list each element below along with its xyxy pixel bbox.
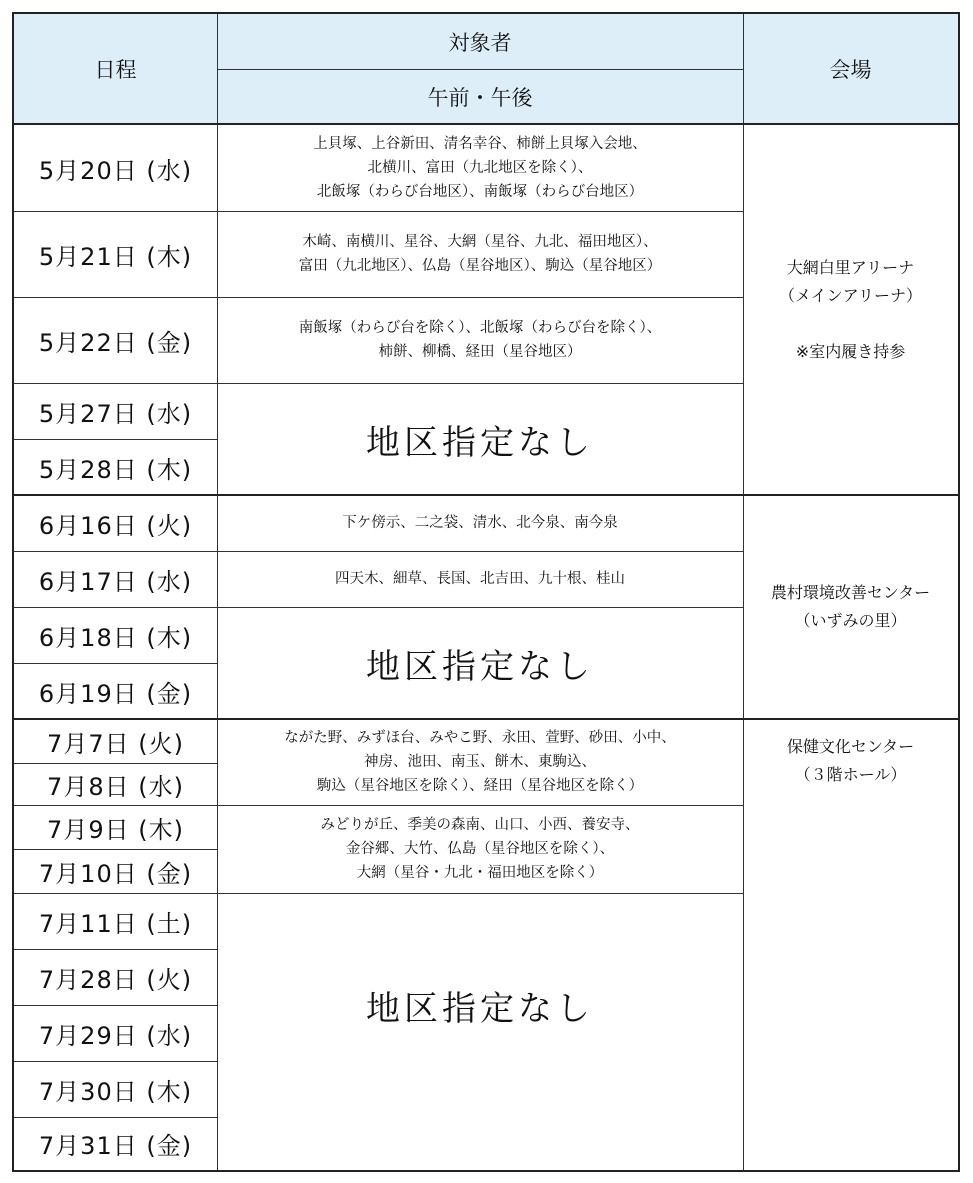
date-cell: 5月27日 (水)	[38, 399, 193, 428]
date-cell: 7月7日 (火)	[47, 729, 184, 758]
grid-line	[14, 849, 217, 850]
no-district-label: 地区指定なし	[366, 422, 594, 463]
date-cell: 6月17日 (水)	[38, 567, 193, 596]
grid-line	[14, 1061, 217, 1062]
grid-line	[14, 1005, 217, 1006]
date-cell: 7月31日 (金)	[38, 1132, 193, 1160]
grid-line	[14, 297, 217, 298]
header-schedule: 日程	[14, 14, 217, 124]
grid-line	[14, 663, 217, 664]
grid-line	[217, 69, 743, 70]
date-cell: 5月20日 (水)	[38, 156, 193, 185]
grid-line	[217, 211, 743, 212]
grid-line	[14, 805, 217, 806]
area-cell: 上貝塚、上谷新田、清名幸谷、柿餅上貝塚入会地、 北横川、富田（九北地区を除く）、 北飯塚（わらび台地区）、南飯塚（わらび台地区）	[313, 136, 647, 200]
grid-line	[217, 297, 743, 298]
header-target: 対象者	[217, 14, 743, 69]
grid-line	[14, 383, 217, 384]
date-cell: 5月21日 (木)	[38, 242, 193, 271]
grid-line	[14, 551, 217, 552]
grid-line	[14, 893, 217, 894]
grid-line	[14, 439, 217, 440]
date-cell: 7月30日 (木)	[38, 1077, 193, 1106]
area-cell: 四天木、細草、長国、北吉田、九十根、桂山	[335, 571, 625, 587]
no-district-label: 地区指定なし	[366, 646, 594, 687]
area-cell: 下ケ傍示、二之袋、清水、北今泉、南今泉	[342, 515, 618, 531]
date-cell: 7月28日 (火)	[38, 965, 193, 994]
date-cell: 7月9日 (木)	[47, 815, 184, 844]
grid-line	[217, 893, 743, 894]
grid-line	[217, 607, 743, 608]
grid-line	[14, 211, 217, 212]
date-cell: 6月16日 (火)	[38, 511, 193, 540]
date-cell: 6月19日 (金)	[38, 679, 193, 708]
area-cell: みどりが丘、季美の森南、山口、小西、養安寺、 金谷郷、大竹、仏島（星谷地区を除く）、 大網（星谷・九北・福田地区を除く）	[320, 817, 640, 881]
grid-line	[14, 949, 217, 950]
date-cell: 5月28日 (木)	[38, 455, 193, 484]
grid-line	[743, 14, 744, 1170]
grid-line	[217, 551, 743, 552]
date-cell: 7月11日 (土)	[38, 909, 193, 938]
venue-cell: 保健文化センター （３階ホール）	[786, 737, 915, 784]
header-ampm: 午前・午後	[217, 69, 743, 124]
grid-line	[217, 14, 218, 1170]
area-cell: ながた野、みずほ台、みやこ野、永田、萱野、砂田、小中、 神房、池田、南玉、餅木、東駒込、 駒込（星谷地区を除く）、経田（星谷地区を除く）	[284, 730, 676, 794]
grid-line	[14, 607, 217, 608]
grid-line	[14, 1117, 217, 1118]
date-cell: 7月8日 (水)	[47, 772, 184, 801]
grid-line	[217, 805, 743, 806]
grid-line	[14, 494, 958, 496]
header-venue: 会場	[743, 14, 958, 124]
grid-line	[217, 383, 743, 384]
venue-cell: 農村環境改善センター （いずみの里）	[770, 583, 931, 630]
date-cell: 7月10日 (金)	[38, 859, 193, 888]
date-cell: 5月22日 (金)	[38, 328, 193, 357]
grid-line	[14, 718, 958, 720]
no-district-label: 地区指定なし	[366, 989, 594, 1029]
date-cell: 6月18日 (木)	[38, 623, 193, 652]
area-cell: 木崎、南横川、星谷、大網（星谷、九北、福田地区）、 富田（九北地区）、仏島（星谷地区）、駒込（星谷地区）	[298, 234, 662, 274]
grid-line	[14, 763, 217, 764]
schedule-table	[12, 12, 960, 1172]
grid-line	[14, 123, 958, 125]
date-cell: 7月29日 (水)	[38, 1021, 193, 1050]
venue-cell: 大網白里アリーナ （メインアリーナ） ※室内履き持参	[778, 258, 923, 361]
area-cell: 南飯塚（わらび台を除く）、北飯塚（わらび台を除く）、 柿餅、柳橋、経田（星谷地区）	[298, 320, 662, 360]
